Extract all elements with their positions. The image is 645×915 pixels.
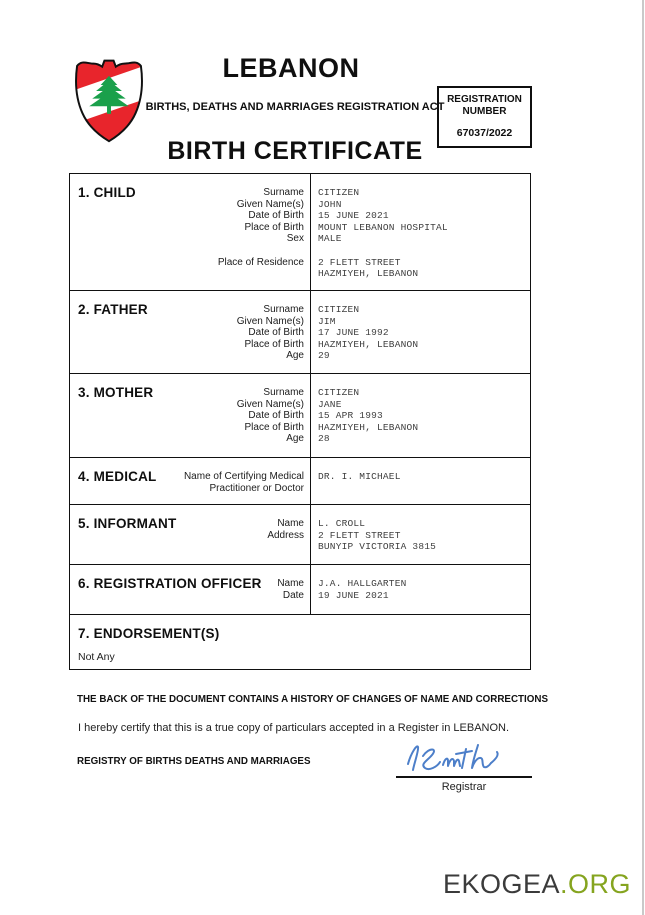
field-value: 2 FLETT STREET xyxy=(318,256,401,268)
field-value: 19 JUNE 2021 xyxy=(318,589,389,601)
back-of-document-note: THE BACK OF THE DOCUMENT CONTAINS A HISTORY OF CHANGES OF NAME AND CORRECTIONS xyxy=(77,694,548,705)
section-medical xyxy=(70,457,530,504)
field-value: 17 JUNE 1992 xyxy=(318,327,389,339)
row-father-date-of-birth xyxy=(70,327,530,339)
field-label: Practitioner or Doctor xyxy=(209,482,304,494)
field-label: Age xyxy=(286,350,304,362)
brand-tld: .ORG xyxy=(559,869,631,899)
registrar-signature-icon xyxy=(398,740,516,776)
field-label: Place of Birth xyxy=(244,338,304,350)
row-mother-place-of-birth xyxy=(70,422,530,434)
row-child-place-of-residence xyxy=(70,257,530,269)
section-father xyxy=(70,290,530,373)
brand-name: EKOGEA xyxy=(442,869,560,899)
registration-number-box xyxy=(437,86,532,148)
field-label: Given Name(s) xyxy=(236,398,304,410)
field-value: J.A. HALLGARTEN xyxy=(318,578,407,589)
row-mother-date-of-birth xyxy=(70,410,530,422)
section-informant-title: 5. INFORMANT xyxy=(78,516,177,531)
field-value: CITIZEN xyxy=(318,304,360,315)
country-title: LEBANON xyxy=(222,53,360,83)
section-child xyxy=(70,174,530,290)
section-medical-title: 4. MEDICAL xyxy=(78,469,157,484)
field-label: Date of Birth xyxy=(248,210,304,222)
field-value: DR. I. MICHAEL xyxy=(318,471,401,482)
row-child-residence-line2 xyxy=(70,268,530,280)
row-mother-given-names xyxy=(70,399,530,411)
field-label: Surname xyxy=(263,187,304,198)
row-child-given-names xyxy=(70,199,530,211)
ekogea-logo xyxy=(443,869,631,900)
section-informant xyxy=(70,504,530,564)
field-label: Date of Birth xyxy=(248,327,304,339)
field-value: 28 xyxy=(318,433,330,445)
field-value: JIM xyxy=(318,315,336,327)
field-label: Name xyxy=(277,578,304,589)
section-mother xyxy=(70,373,530,457)
section-registration-officer-title: 6. REGISTRATION OFFICER xyxy=(78,576,262,591)
field-value: HAZMIYEH, LEBANON xyxy=(318,421,419,433)
field-label: Surname xyxy=(263,304,304,315)
row-informant-address xyxy=(70,530,530,542)
registry-office-label: REGISTRY OF BIRTHS DEATHS AND MARRIAGES xyxy=(77,756,311,767)
field-label: Date xyxy=(282,589,304,601)
field-value: JOHN xyxy=(318,198,342,210)
row-mother-age xyxy=(70,433,530,445)
section-child-title: 1. CHILD xyxy=(78,185,136,200)
page-edge-divider xyxy=(642,0,644,915)
registration-label-line1: REGISTRATION xyxy=(447,94,522,105)
row-child-place-of-birth xyxy=(70,222,530,234)
row-child-date-of-birth xyxy=(70,210,530,222)
field-value: L. CROLL xyxy=(318,518,366,529)
field-label: Place of Residence xyxy=(217,256,304,268)
field-label: Given Name(s) xyxy=(236,315,304,327)
certificate-table xyxy=(69,173,531,670)
signature-line xyxy=(396,776,532,778)
field-label: Date of Birth xyxy=(248,410,304,422)
registration-label-line2: NUMBER xyxy=(462,106,507,117)
field-label: Age xyxy=(286,433,304,445)
section-endorsements xyxy=(70,614,530,669)
row-father-age xyxy=(70,350,530,362)
field-value: CITIZEN xyxy=(318,187,360,198)
section-mother-title: 3. MOTHER xyxy=(78,385,154,400)
row-medical-practitioner-line2 xyxy=(70,483,530,495)
field-value: 2 FLETT STREET xyxy=(318,529,401,541)
field-value: 15 JUNE 2021 xyxy=(318,210,389,222)
section-registration-officer xyxy=(70,564,530,614)
field-label: Place of Birth xyxy=(244,221,304,233)
row-father-given-names xyxy=(70,316,530,328)
field-value: JANE xyxy=(318,398,342,410)
field-label: Sex xyxy=(286,233,304,245)
field-label: Place of Birth xyxy=(244,421,304,433)
field-value: MALE xyxy=(318,233,342,245)
certification-statement: I hereby certify that this is a true copy of particulars accepted in a Register in LEBANON. xyxy=(78,722,510,734)
field-value: 15 APR 1993 xyxy=(318,410,383,422)
section-father-title: 2. FATHER xyxy=(78,302,148,317)
section-child-fields xyxy=(70,174,530,280)
endorsements-note: Not Any xyxy=(78,651,115,663)
field-value: BUNYIP VICTORIA 3815 xyxy=(318,541,437,553)
registrar-label: Registrar xyxy=(441,781,487,793)
act-subtitle: BIRTHS, DEATHS AND MARRIAGES REGISTRATION ACT xyxy=(145,101,445,113)
field-value: 29 xyxy=(318,350,330,362)
field-value: HAZMIYEH, LEBANON xyxy=(318,268,419,280)
field-label: Given Name(s) xyxy=(236,198,304,210)
registration-number-value: 67037/2022 xyxy=(456,127,513,139)
field-label: Address xyxy=(267,529,304,541)
field-label: Name of Certifying Medical xyxy=(183,471,304,482)
row-officer-date xyxy=(70,590,530,602)
row-father-place-of-birth xyxy=(70,339,530,351)
row-informant-address-line2 xyxy=(70,541,530,553)
field-value: CITIZEN xyxy=(318,387,360,398)
field-label: Name xyxy=(277,518,304,529)
row-child-surname xyxy=(70,187,530,199)
row-spacer xyxy=(70,245,530,257)
section-endorsements-title: 7. ENDORSEMENT(S) xyxy=(78,626,220,641)
field-value: HAZMIYEH, LEBANON xyxy=(318,338,419,350)
field-label: Surname xyxy=(263,387,304,398)
row-child-sex xyxy=(70,233,530,245)
document-title: BIRTH CERTIFICATE xyxy=(167,137,423,165)
field-value: MOUNT LEBANON HOSPITAL xyxy=(318,221,448,233)
